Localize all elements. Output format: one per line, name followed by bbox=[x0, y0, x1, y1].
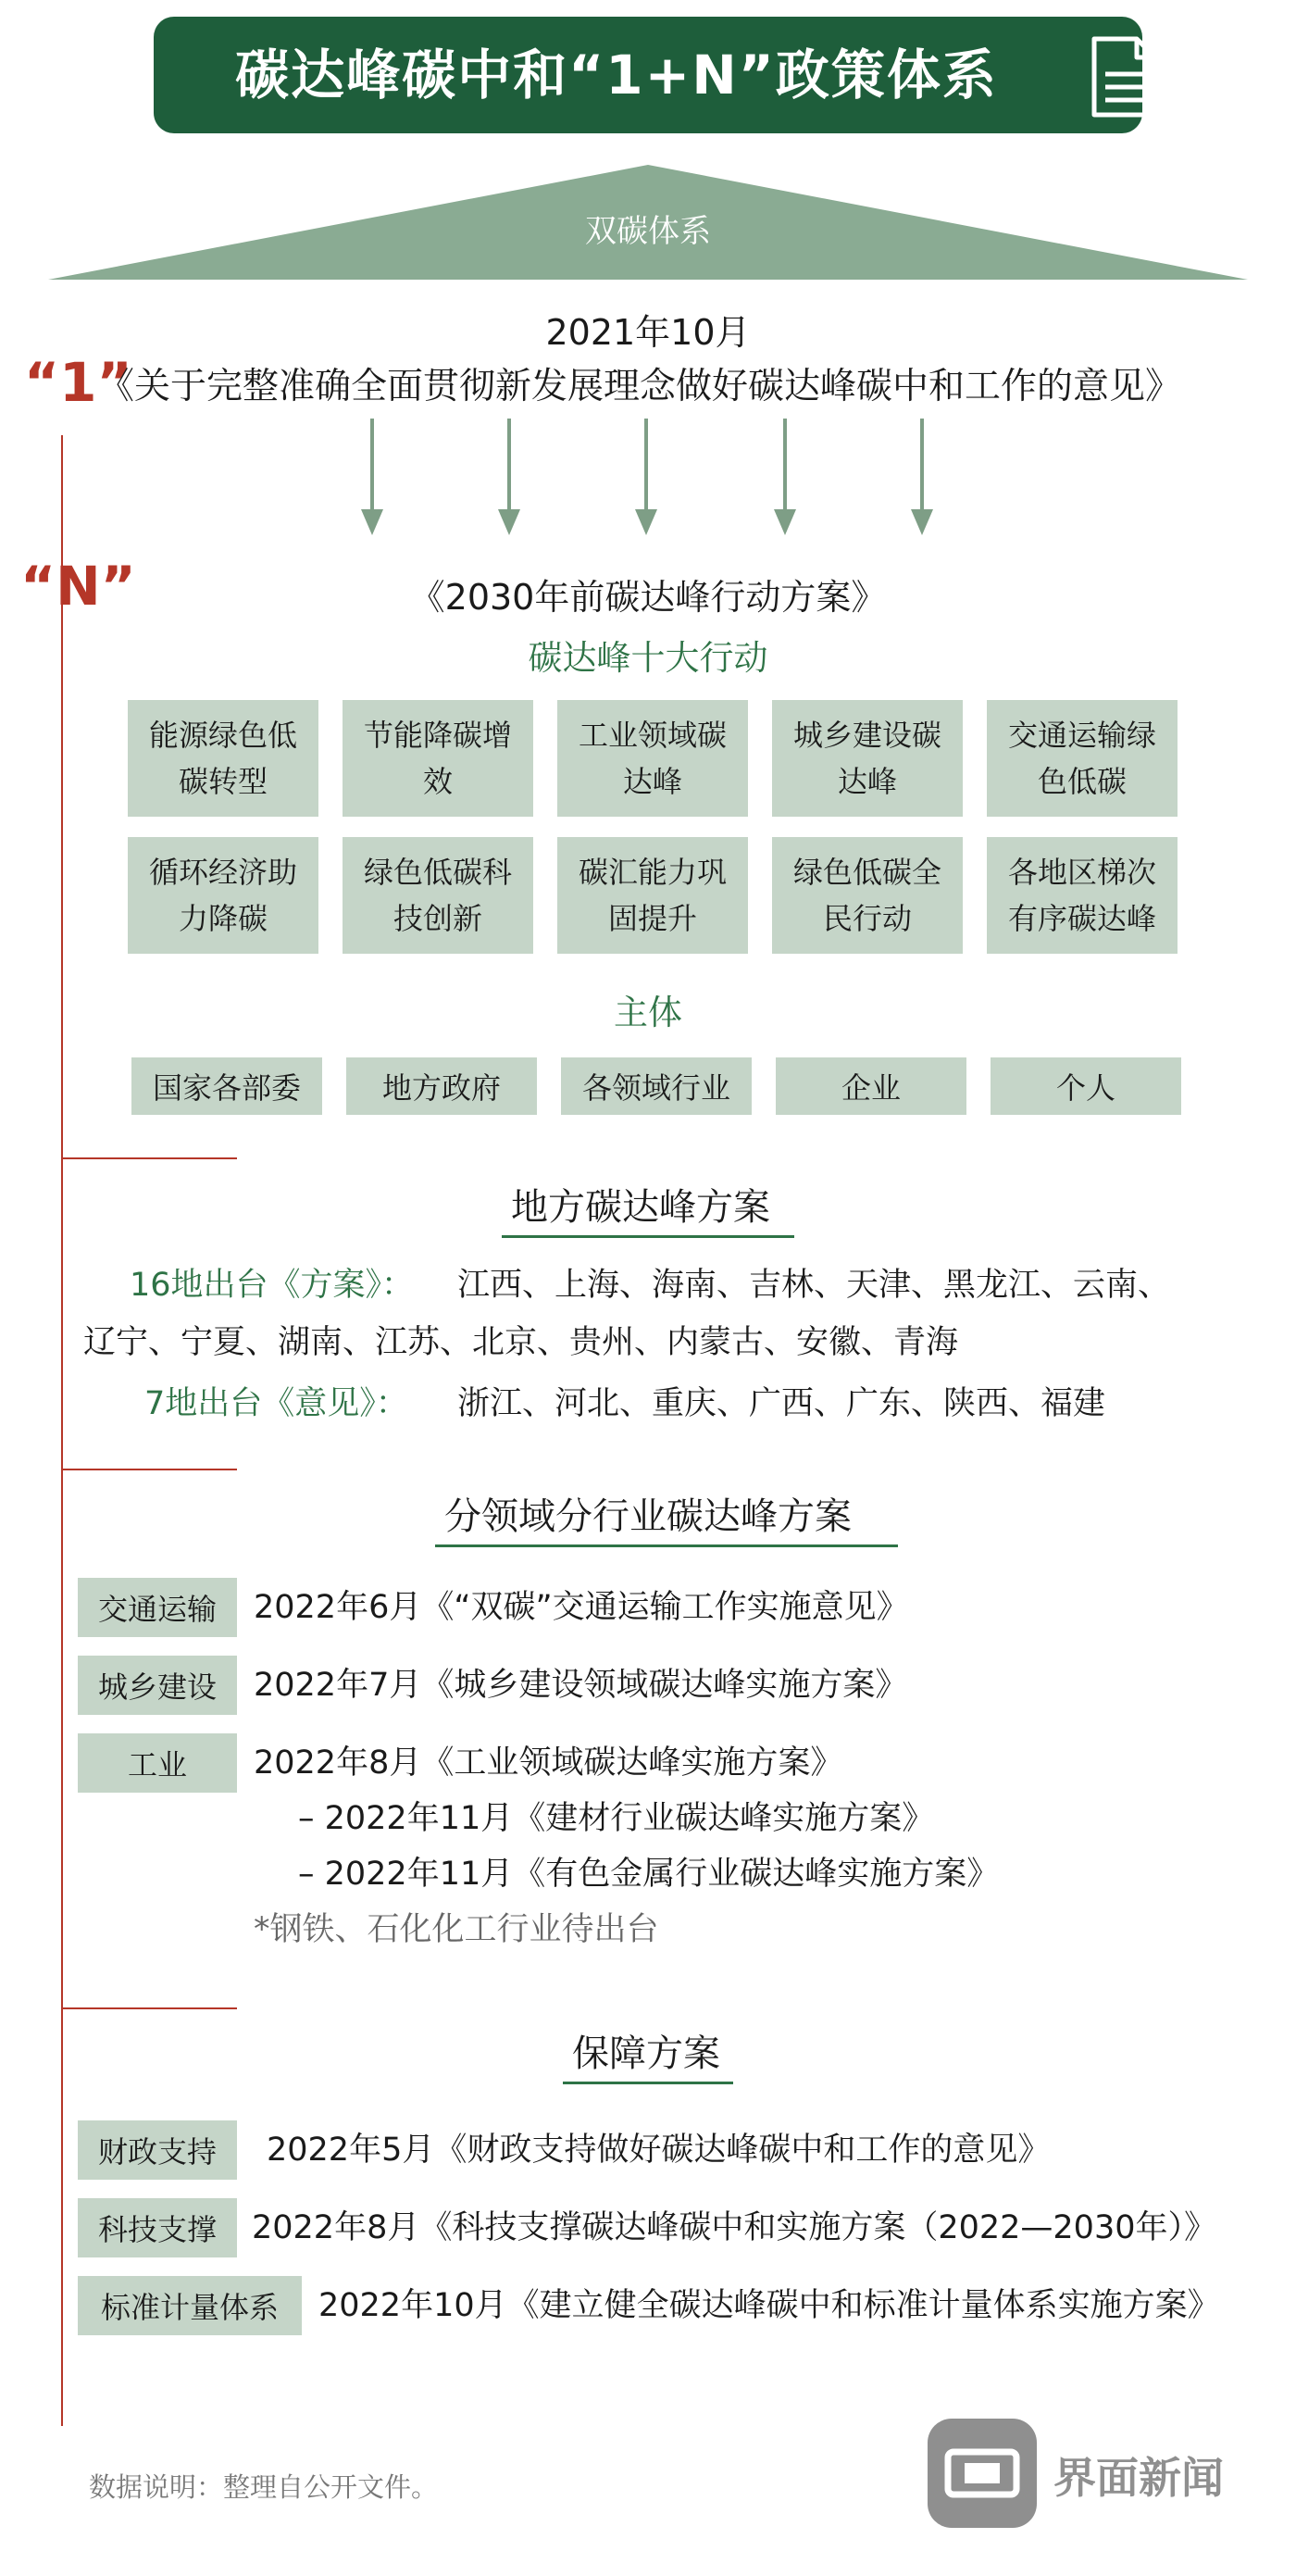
entity-box bbox=[131, 1057, 322, 1115]
entity-box bbox=[991, 1057, 1181, 1115]
screen-icon bbox=[928, 2419, 1037, 2528]
sector-sub-document: – 2022年11月《有色金属行业碳达峰实施方案》 bbox=[298, 1856, 1000, 1893]
entity-label: 地方政府 bbox=[381, 1070, 501, 1106]
action-box bbox=[343, 700, 533, 817]
guarantee-document: 2022年8月《科技支撑碳达峰碳中和实施方案（2022—2030年）》 bbox=[252, 2209, 1216, 2246]
roof-label: 双碳体系 bbox=[585, 213, 711, 250]
action-label: 城乡建设碳达峰 bbox=[792, 718, 941, 799]
title-underline bbox=[502, 1235, 794, 1238]
one-document-title: 《关于完整准确全面贯彻新发展理念做好碳达峰碳中和工作的意见》 bbox=[98, 366, 1182, 407]
title-underline bbox=[563, 2082, 733, 2084]
sector-section-title: 分领域分行业碳达峰方案 bbox=[444, 1495, 852, 1538]
entity-label: 企业 bbox=[841, 1070, 901, 1106]
entity-label: 个人 bbox=[1055, 1070, 1115, 1106]
action-label: 碳汇能力巩固提升 bbox=[578, 855, 727, 936]
data-source-note: 数据说明：整理自公开文件。 bbox=[89, 2471, 439, 2503]
action-box bbox=[987, 837, 1178, 954]
entities-title: 主体 bbox=[614, 993, 682, 1032]
sector-document: 2022年6月《“双碳”交通运输工作实施意见》 bbox=[254, 1589, 909, 1626]
category-label: 交通运输 bbox=[97, 1592, 217, 1627]
action-label: 各地区梯次有序碳达峰 bbox=[1007, 855, 1156, 936]
timeline-line bbox=[61, 435, 63, 2426]
page-title: 碳达峰碳中和“1+N”政策体系 bbox=[235, 44, 998, 106]
entity-label: 国家各部委 bbox=[152, 1070, 301, 1106]
action-label: 循环经济助力降碳 bbox=[148, 855, 297, 936]
action-label: 工业领域碳达峰 bbox=[578, 718, 727, 799]
action-box bbox=[557, 837, 748, 954]
action-label: 绿色低碳科技创新 bbox=[363, 855, 512, 936]
action-box bbox=[343, 837, 533, 954]
sector-document: 2022年8月《工业领域碳达峰实施方案》 bbox=[254, 1744, 843, 1782]
action-box bbox=[772, 837, 963, 954]
action-label: 绿色低碳全民行动 bbox=[792, 855, 941, 936]
branch-line bbox=[61, 1469, 237, 1470]
local-plan-label: 16地出台《方案》： bbox=[130, 1267, 415, 1304]
down-arrows bbox=[352, 419, 944, 539]
action-label: 交通运输绿色低碳 bbox=[1007, 718, 1156, 799]
action-label: 能源绿色低碳转型 bbox=[148, 718, 297, 799]
guarantee-section-title: 保障方案 bbox=[572, 2032, 720, 2075]
local-opinion-list: 浙江、河北、重庆、广西、广东、陕西、福建 bbox=[457, 1385, 1106, 1422]
action-box bbox=[557, 700, 748, 817]
brand-logo-icon bbox=[928, 2419, 1037, 2528]
category-box bbox=[78, 2120, 237, 2180]
entity-box bbox=[776, 1057, 966, 1115]
sector-note: *钢铁、石化化工行业待出台 bbox=[254, 1911, 659, 1948]
category-label: 城乡建设 bbox=[97, 1669, 217, 1705]
one-date: 2021年10月 bbox=[545, 312, 751, 353]
category-box bbox=[78, 2276, 302, 2335]
sector-sub-document: – 2022年11月《建材行业碳达峰实施方案》 bbox=[298, 1800, 935, 1837]
category-label: 财政支持 bbox=[97, 2134, 217, 2170]
category-box bbox=[78, 2198, 237, 2257]
category-label: 工业 bbox=[127, 1747, 187, 1782]
category-box bbox=[78, 1578, 237, 1637]
entity-box bbox=[561, 1057, 752, 1115]
action-box bbox=[128, 700, 318, 817]
title-underline bbox=[435, 1544, 898, 1547]
local-opinion-label: 7地出台《意见》： bbox=[144, 1385, 408, 1422]
document-icon bbox=[1089, 35, 1161, 119]
one-mark: “1” bbox=[24, 351, 132, 414]
category-box bbox=[78, 1733, 237, 1793]
n-mark: “N” bbox=[20, 555, 136, 618]
sector-document: 2022年7月《城乡建设领域碳达峰实施方案》 bbox=[254, 1667, 908, 1704]
branch-line bbox=[61, 1157, 237, 1159]
guarantee-document: 2022年5月《财政支持做好碳达峰碳中和工作的意见》 bbox=[267, 2132, 1051, 2169]
category-box bbox=[78, 1656, 237, 1715]
branch-line bbox=[61, 2007, 237, 2009]
action-plan-title: 《2030年前碳达峰行动方案》 bbox=[409, 577, 887, 618]
entity-label: 各领域行业 bbox=[581, 1070, 730, 1106]
action-box bbox=[987, 700, 1178, 817]
entity-box bbox=[346, 1057, 537, 1115]
title-banner bbox=[154, 17, 1142, 133]
ten-actions-title: 碳达峰十大行动 bbox=[528, 638, 768, 678]
action-box bbox=[128, 837, 318, 954]
local-plan-list: 江西、上海、海南、吉林、天津、黑龙江、云南、 bbox=[457, 1267, 1171, 1304]
action-label: 节能降碳增效 bbox=[363, 718, 512, 799]
category-label: 标准计量体系 bbox=[100, 2290, 279, 2325]
guarantee-document: 2022年10月《建立健全碳达峰碳中和标准计量体系实施方案》 bbox=[318, 2287, 1220, 2324]
local-plan-list-continued: 辽宁、宁夏、湖南、江苏、北京、贵州、内蒙古、安徽、青海 bbox=[83, 1324, 959, 1361]
category-label: 科技支撑 bbox=[97, 2212, 217, 2247]
action-box bbox=[772, 700, 963, 817]
local-section-title: 地方碳达峰方案 bbox=[511, 1186, 770, 1229]
brand-name: 界面新闻 bbox=[1053, 2453, 1224, 2503]
